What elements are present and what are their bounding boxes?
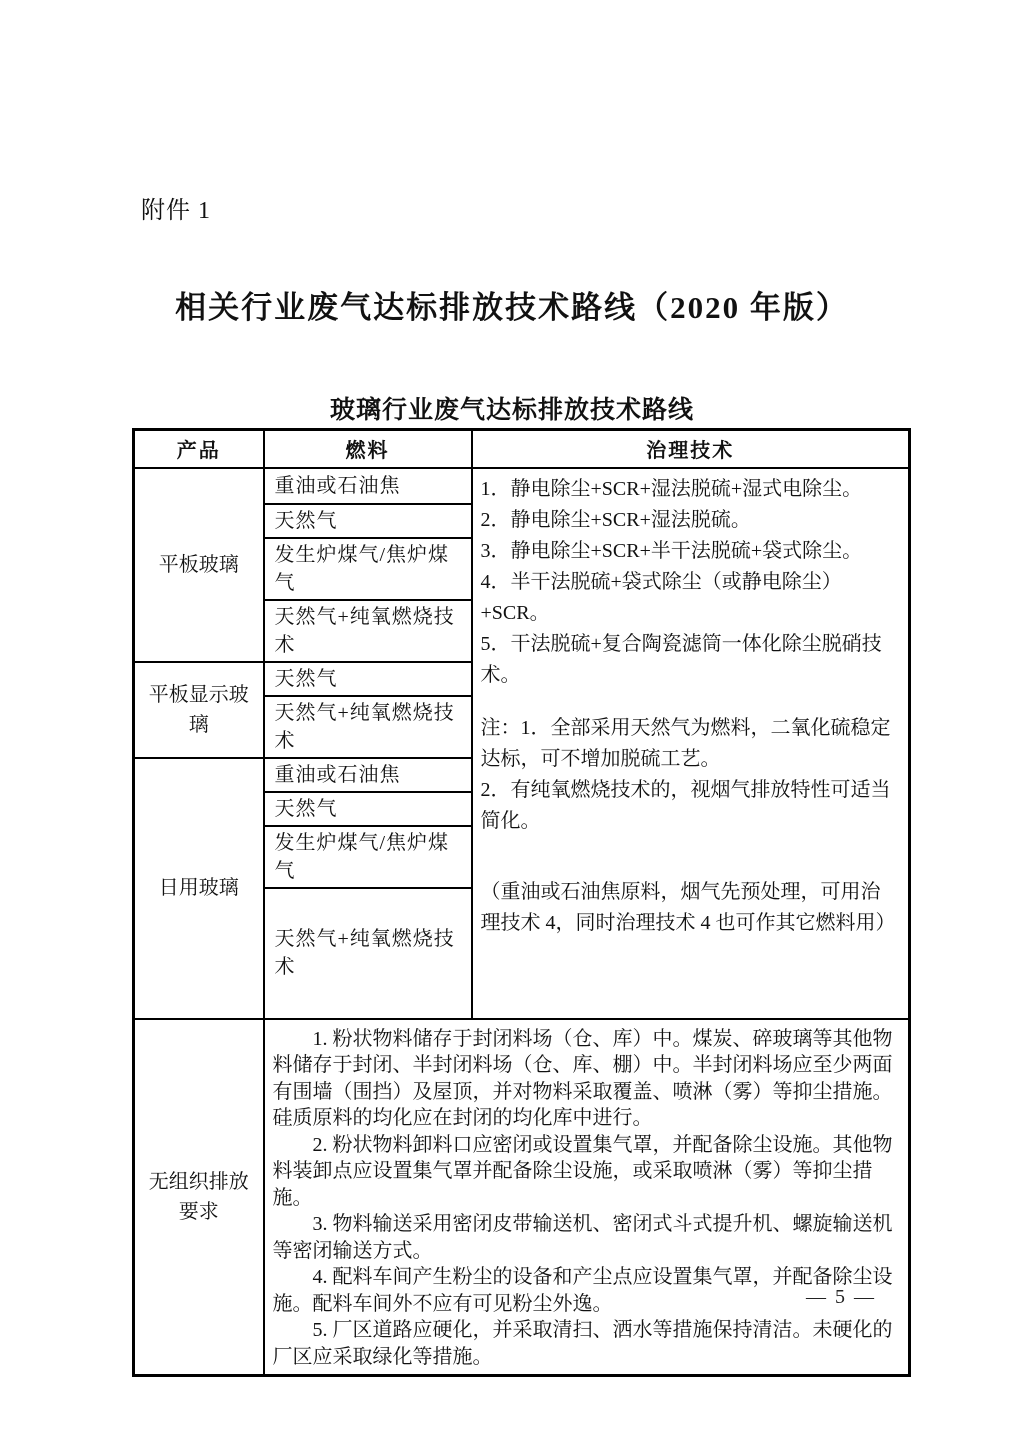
fuel-cell-natural-gas: 天然气 bbox=[264, 792, 472, 826]
technology-route-table bbox=[132, 428, 911, 1377]
table-header-row bbox=[134, 430, 910, 468]
fuel-cell-natural-gas: 天然气 bbox=[264, 504, 472, 538]
page-number: — 5 — bbox=[806, 1286, 876, 1308]
fuel-cell-oxyfuel: 天然气+纯氧燃烧技术 bbox=[264, 600, 472, 662]
fuel-cell-producer-gas: 发生炉煤气/焦炉煤气 bbox=[264, 826, 472, 888]
fugitive-paragraph-3: 3. 物料输送采用密闭皮带输送机、密闭式斗式提升机、螺旋输送机等密闭输送方式。 bbox=[272, 1213, 893, 1262]
fuel-cell-oxyfuel: 天然气+纯氧燃烧技术 bbox=[264, 888, 472, 1019]
treatment-remark: （重油或石油焦原料，烟气先预处理，可用治理技术 4，同时治理技术 4 也可作其它燃料用） bbox=[480, 880, 896, 934]
attachment-label: 附件 1 bbox=[141, 198, 211, 224]
table-row bbox=[134, 1019, 910, 1376]
fuel-cell-natural-gas: 天然气 bbox=[264, 662, 472, 696]
treatment-technology-cell bbox=[472, 468, 910, 1019]
fuel-cell-heavy-oil: 重油或石油焦 bbox=[264, 468, 472, 504]
treatment-item-3: 3．静电除尘+SCR+半干法脱硫+袋式除尘。 bbox=[480, 539, 863, 562]
main-title: 相关行业废气达标排放技术路线（2020 年版） bbox=[175, 290, 849, 325]
fugitive-paragraph-1: 1. 粉状物料储存于封闭料场（仓、库）中。煤炭、碎玻璃等其他物料储存于封闭、半封闭料场（仓、库、棚）中。半封闭料场应至少两面有围墙（围挡）及屋顶，并对物料采取覆盖、喷淋（雾）等抑尘措施。硅质原料的均化应在封闭的均化库中进行。 bbox=[272, 1027, 893, 1129]
product-cell-fugitive-emission: 无组织排放要求 bbox=[134, 1019, 264, 1376]
treatment-note-1: 注：1．全部采用天然气为燃料，二氧化硫稳定达标，可不增加脱硫工艺。 bbox=[480, 716, 891, 770]
fugitive-paragraph-2: 2. 粉状物料卸料口应密闭或设置集气罩，并配备除尘设施。其他物料装卸点应设置集气罩并配备除尘设施，或采取喷淋（雾）等抑尘措施。 bbox=[272, 1133, 893, 1209]
product-cell-flat-glass: 平板玻璃 bbox=[134, 468, 264, 662]
col-header-treatment: 治理技术 bbox=[472, 430, 910, 468]
fuel-cell-heavy-oil: 重油或石油焦 bbox=[264, 758, 472, 792]
product-cell-display-glass: 平板显示玻璃 bbox=[134, 662, 264, 758]
fuel-cell-producer-gas: 发生炉煤气/焦炉煤气 bbox=[264, 538, 472, 600]
treatment-note-2: 2．有纯氧燃烧技术的，视烟气排放特性可适当简化。 bbox=[480, 778, 891, 832]
fugitive-requirements-cell bbox=[264, 1019, 910, 1376]
table-row bbox=[134, 468, 910, 504]
fugitive-paragraph-4: 4. 配料车间产生粉尘的设备和产尘点应设置集气罩，并配备除尘设施。配料车间外不应有可见粉尘外逸。 bbox=[272, 1266, 893, 1315]
treatment-item-2: 2．静电除尘+SCR+湿法脱硫。 bbox=[480, 508, 751, 531]
treatment-item-4: 4．半干法脱硫+袋式除尘（或静电除尘）+SCR。 bbox=[480, 570, 842, 624]
treatment-item-5: 5．干法脱硫+复合陶瓷滤筒一体化除尘脱硝技术。 bbox=[480, 632, 882, 686]
fugitive-paragraph-5: 5. 厂区道路应硬化，并采取清扫、洒水等措施保持清洁。未硬化的厂区应采取绿化等措施。 bbox=[272, 1319, 893, 1368]
table-title: 玻璃行业废气达标排放技术路线 bbox=[329, 396, 694, 424]
col-header-fuel: 燃料 bbox=[264, 430, 472, 468]
treatment-item-1: 1．静电除尘+SCR+湿法脱硫+湿式电除尘。 bbox=[480, 477, 863, 500]
product-cell-daily-glass: 日用玻璃 bbox=[134, 758, 264, 1019]
fuel-cell-oxyfuel: 天然气+纯氧燃烧技术 bbox=[264, 696, 472, 758]
col-header-product: 产品 bbox=[134, 430, 264, 468]
